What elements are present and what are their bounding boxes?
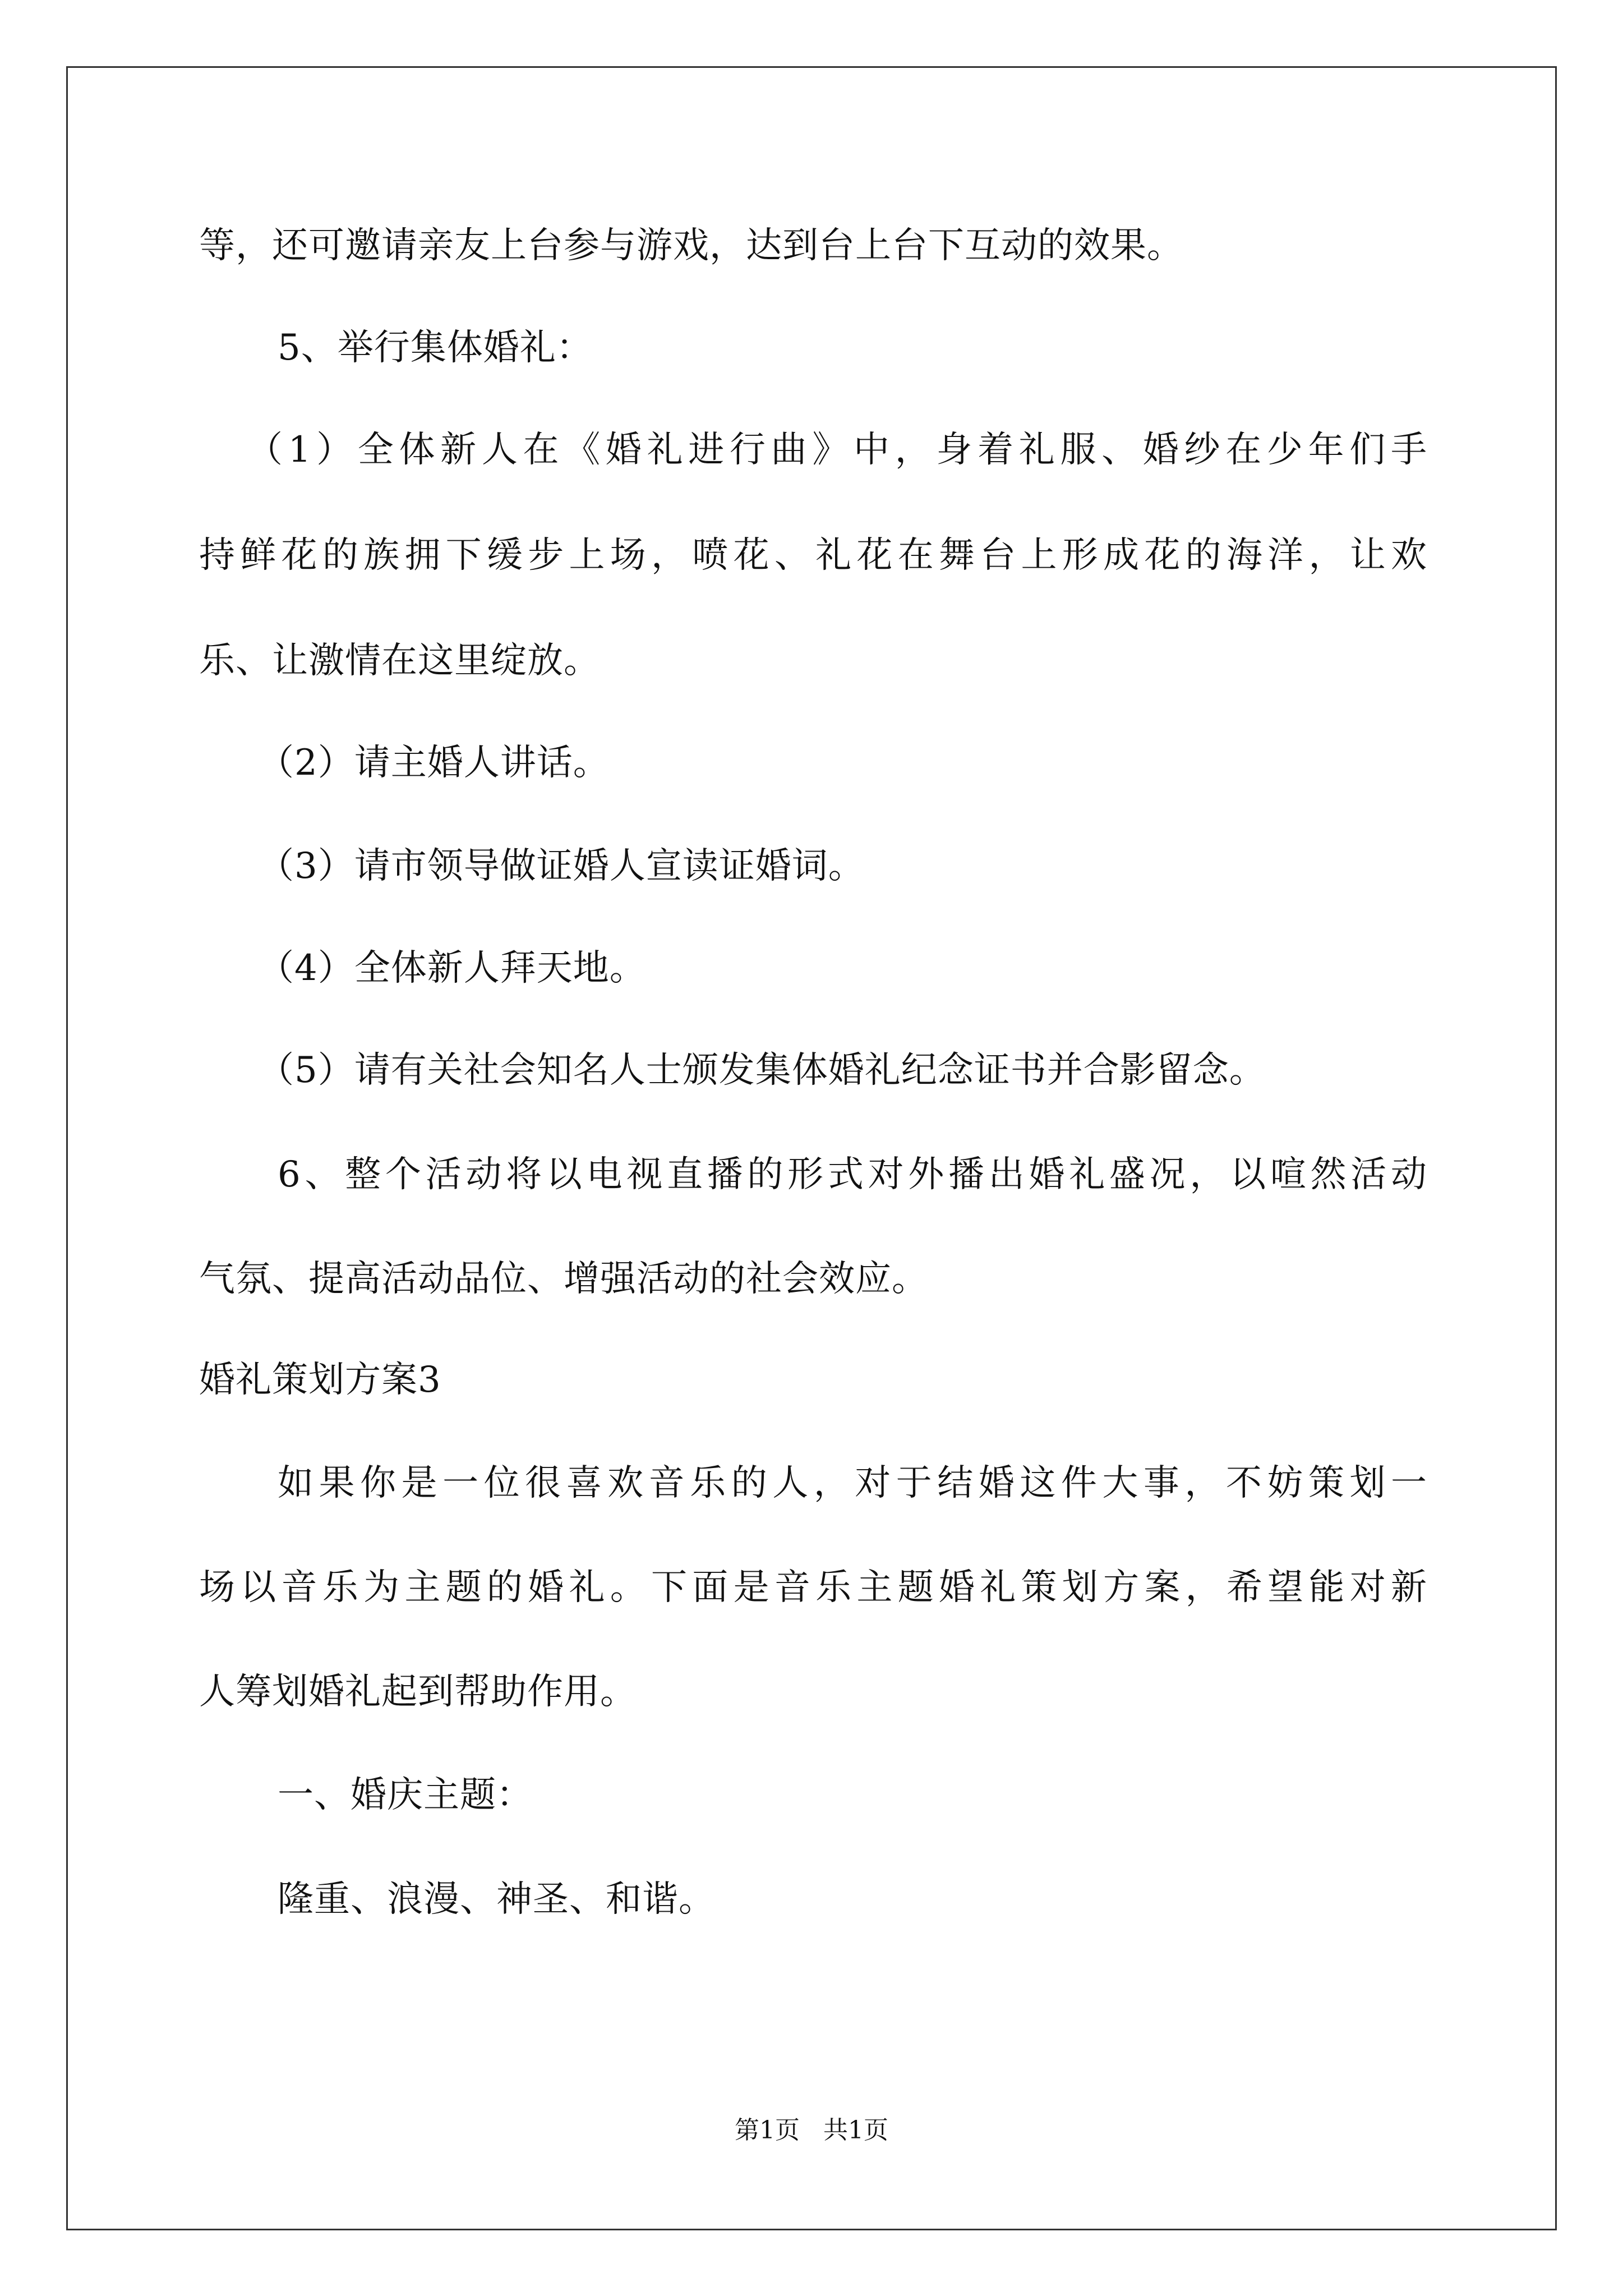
text-line-2: 5、举行集体婚礼： — [278, 327, 593, 369]
text-line-10: 6、整个活动将以电视直播的形式对外播出婚礼盛况，以喧然活动 — [278, 1154, 1427, 1195]
text-line-5: 乐、让激情在这里绽放。 — [199, 640, 600, 682]
text-line-9: （5）请有关社会知名人士颁发集体婚礼纪念证书并合影留念。 — [258, 1050, 1266, 1091]
text-line-4: 持鲜花的族拥下缓步上场，喷花、礼花在舞台上形成花的海洋，让欢 — [199, 535, 1427, 576]
text-line-1: 等，还可邀请亲友上台参与游戏，达到台上台下互动的效果。 — [199, 225, 1183, 266]
text-line-13: 如果你是一位很喜欢音乐的人，对于结婚这件大事，不妨策划一 — [278, 1462, 1427, 1504]
page-footer: 第1页 共1页 — [735, 2116, 888, 2145]
text-line-8: （4）全体新人拜天地。 — [258, 947, 646, 989]
text-line-11: 气氛、提高活动品位、增强活动的社会效应。 — [199, 1258, 928, 1300]
text-line-16: 一、婚庆主题： — [278, 1774, 533, 1816]
text-line-15: 人筹划婚礼起到帮助作用。 — [199, 1671, 637, 1713]
text-line-17: 隆重、浪漫、神圣、和谐。 — [278, 1879, 715, 1920]
text-line-7: （3）请市领导做证婚人宣读证婚词。 — [258, 845, 865, 887]
section-heading: 婚礼策划方案3 — [199, 1359, 441, 1401]
text-line-3: （1）全体新人在《婚礼进行曲》中，身着礼服、婚纱在少年们手 — [247, 429, 1427, 471]
text-line-14: 场以音乐为主题的婚礼。下面是音乐主题婚礼策划方案，希望能对新 — [199, 1567, 1427, 1608]
text-line-6: （2）请主婚人讲话。 — [258, 742, 610, 784]
